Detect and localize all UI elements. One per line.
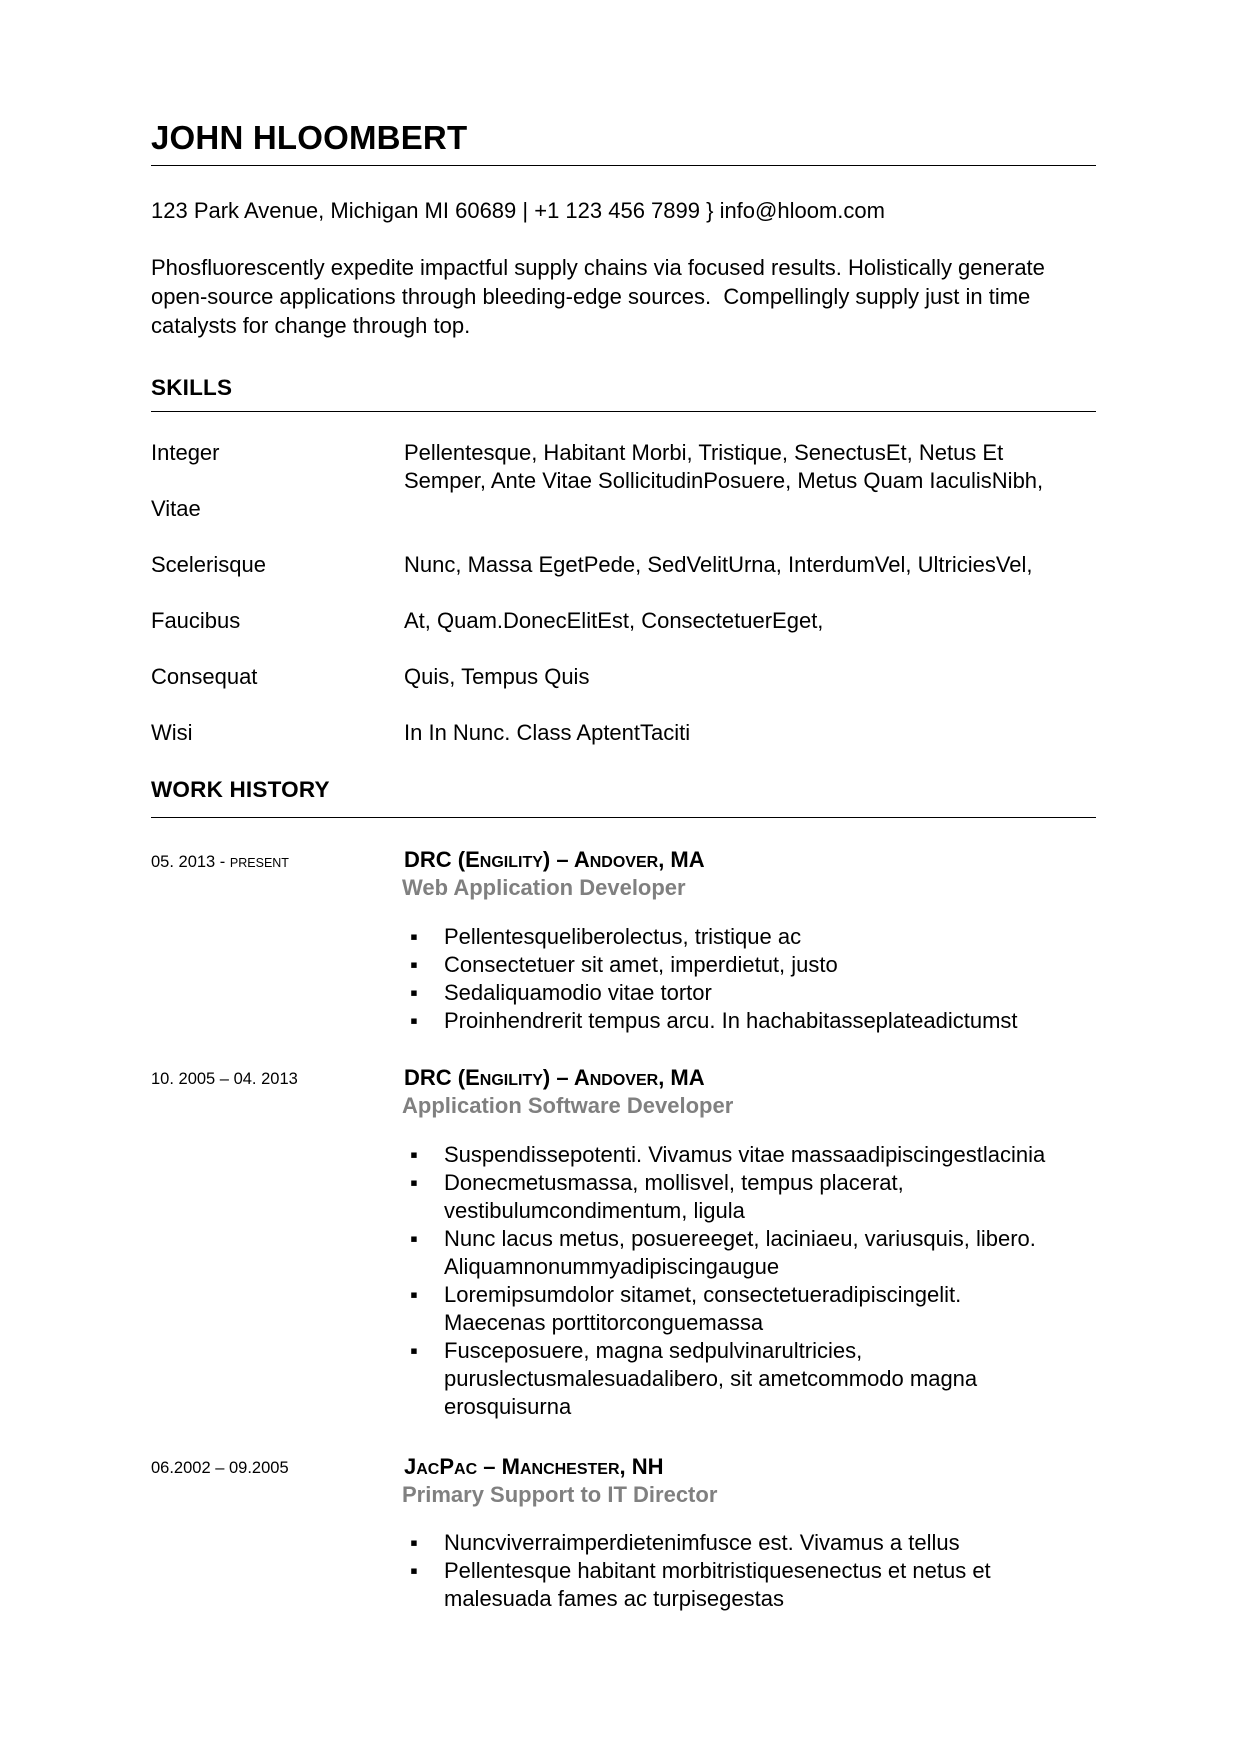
employer-text: ) – A: [542, 1065, 590, 1090]
summary-line: catalysts for change through top.: [151, 313, 471, 338]
bullet-marker: ▪: [410, 1226, 418, 1251]
skill-label: Scelerisque: [151, 552, 266, 577]
employer-text-smallcaps: ANCHESTER: [519, 1461, 620, 1478]
job-bullet: [404, 1141, 1094, 1169]
summary-paragraph: [151, 253, 1096, 340]
job-bullet-list: [404, 923, 1094, 1035]
job-bullet: [404, 1225, 1094, 1281]
job-role: Web Application Developer: [402, 875, 686, 900]
employer-text-smallcaps: NGILITY: [479, 1072, 543, 1089]
job-role: Application Software Developer: [402, 1093, 734, 1118]
resume-page: [151, 0, 1096, 1757]
job-dates: [151, 1457, 289, 1479]
job-bullet: [404, 979, 1094, 1007]
employer-text: , MA: [658, 1065, 705, 1090]
skill-label: Consequat: [151, 664, 258, 689]
skill-label: Wisi: [151, 720, 193, 745]
employer-text-smallcaps: AC: [416, 1461, 440, 1478]
job-bullet: [404, 1281, 1094, 1337]
skill-values: At, Quam.DonecElitEst, ConsectetuerEget,: [404, 608, 824, 633]
employer-text: ) – A: [542, 847, 590, 872]
skill-label: Vitae: [151, 496, 201, 521]
bullet-marker: ▪: [410, 980, 418, 1005]
job-dates: [151, 851, 289, 874]
bullet-line: Sedaliquamodio vitae tortor: [444, 980, 712, 1005]
bullet-marker: ▪: [410, 924, 418, 949]
job-role: Primary Support to IT Director: [402, 1482, 718, 1507]
skill-values: Nunc, Massa EgetPede, SedVelitUrna, InterdumVel, UltriciesVel,: [404, 552, 1033, 577]
employer-text-smallcaps: NGILITY: [479, 854, 543, 871]
skill-label: Integer: [151, 440, 220, 465]
bullet-marker: ▪: [410, 1170, 418, 1195]
bullet-line: Pellentesqueliberolectus, tristique ac: [444, 924, 802, 949]
bullet-marker: ▪: [410, 1530, 418, 1555]
work-history-heading: WORK HISTORY: [151, 777, 330, 802]
bullet-line: puruslectusmalesuadalibero, sit ametcommodo magna: [444, 1366, 978, 1391]
skill-values-line: Semper, Ante Vitae SollicitudinPosuere, Metus Quam IaculisNibh,: [404, 468, 1044, 493]
summary-line: Phosfluorescently expedite impactful supply chains via focused results. Holistically generate: [151, 255, 1045, 280]
bullet-line: Aliquamnonummyadipiscingaugue: [444, 1254, 780, 1279]
job-date-range: 10. 2005 – 04. 2013: [151, 1070, 298, 1088]
bullet-line: Nunc lacus metus, posuereeget, laciniaeu, variusquis, libero.: [444, 1226, 1036, 1251]
bullet-line: vestibulumcondimentum, ligula: [444, 1198, 745, 1223]
name-divider: [151, 165, 1096, 166]
job-employer: [404, 846, 705, 877]
employer-text: P: [439, 1454, 455, 1479]
job-date-range: 06.2002 – 09.2005: [151, 1459, 289, 1477]
job-bullet: [404, 923, 1094, 951]
job-employer: [404, 1064, 705, 1095]
employer-text-smallcaps: NDOVER: [589, 1072, 659, 1089]
employer-text: DRC (E: [404, 1065, 480, 1090]
skill-values-line: Pellentesque, Habitant Morbi, Tristique, SenectusEt, Netus Et: [404, 440, 1004, 465]
contact-line: 123 Park Avenue, Michigan MI 60689 | +1 123 456 7899 } info@hloom.com: [151, 198, 885, 223]
bullet-line: erosquisurna: [444, 1394, 572, 1419]
job-bullet: [404, 1337, 1094, 1421]
job-employer: [404, 1453, 664, 1484]
employer-text: , MA: [658, 847, 705, 872]
job-bullet-list: [404, 1141, 1094, 1421]
bullet-line: Fusceposuere, magna sedpulvinarultricies,: [444, 1338, 863, 1363]
bullet-line: Pellentesque habitant morbitristiquesenectus et netus et: [444, 1558, 991, 1583]
bullet-marker: ▪: [410, 952, 418, 977]
employer-text: – M: [477, 1454, 520, 1479]
skill-values: In In Nunc. Class AptentTaciti: [404, 720, 691, 745]
bullet-marker: ▪: [410, 1338, 418, 1363]
work-history-divider: [151, 817, 1096, 818]
bullet-marker: ▪: [410, 1142, 418, 1167]
bullet-line: Consectetuer sit amet, imperdietut, justo: [444, 952, 838, 977]
employer-text: , NH: [619, 1454, 664, 1479]
bullet-line: malesuada fames ac turpisegestas: [444, 1586, 784, 1611]
job-date-present: PRESENT: [229, 856, 289, 870]
job-bullet: [404, 1557, 1094, 1613]
skills-heading: SKILLS: [151, 375, 233, 400]
job-bullet: [404, 1529, 1094, 1557]
job-dates: [151, 1068, 298, 1090]
bullet-line: Maecenas porttitorconguemassa: [444, 1310, 764, 1335]
job-bullet-list: [404, 1529, 1094, 1613]
skill-values: [404, 439, 1043, 495]
skills-divider: [151, 411, 1096, 412]
bullet-line: Donecmetusmassa, mollisvel, tempus placerat,: [444, 1170, 904, 1195]
skill-label: Faucibus: [151, 608, 241, 633]
job-bullet: [404, 1007, 1094, 1035]
job-date-range: 05. 2013 -: [151, 853, 226, 871]
bullet-line: Loremipsumdolor sitamet, consectetueradipiscingelit.: [444, 1282, 962, 1307]
bullet-line: Proinhendrerit tempus arcu. In hachabitasseplateadictumst: [444, 1008, 1018, 1033]
bullet-marker: ▪: [410, 1008, 418, 1033]
employer-text-smallcaps: AC: [454, 1461, 478, 1478]
summary-line: open-source applications through bleeding-edge sources. Compellingly supply just in time: [151, 284, 1031, 309]
bullet-marker: ▪: [410, 1558, 418, 1583]
employer-text-smallcaps: NDOVER: [589, 854, 659, 871]
job-bullet: [404, 1169, 1094, 1225]
bullet-line: Nuncviverraimperdietenimfusce est. Vivamus a tellus: [444, 1530, 960, 1555]
bullet-line: Suspendissepotenti. Vivamus vitae massaadipiscingestlacinia: [444, 1142, 1046, 1167]
bullet-marker: ▪: [410, 1282, 418, 1307]
employer-text: DRC (E: [404, 847, 480, 872]
job-bullet: [404, 951, 1094, 979]
candidate-name: JOHN HLOOMBERT: [151, 119, 468, 156]
skill-values: Quis, Tempus Quis: [404, 664, 590, 689]
employer-text: J: [404, 1454, 417, 1479]
